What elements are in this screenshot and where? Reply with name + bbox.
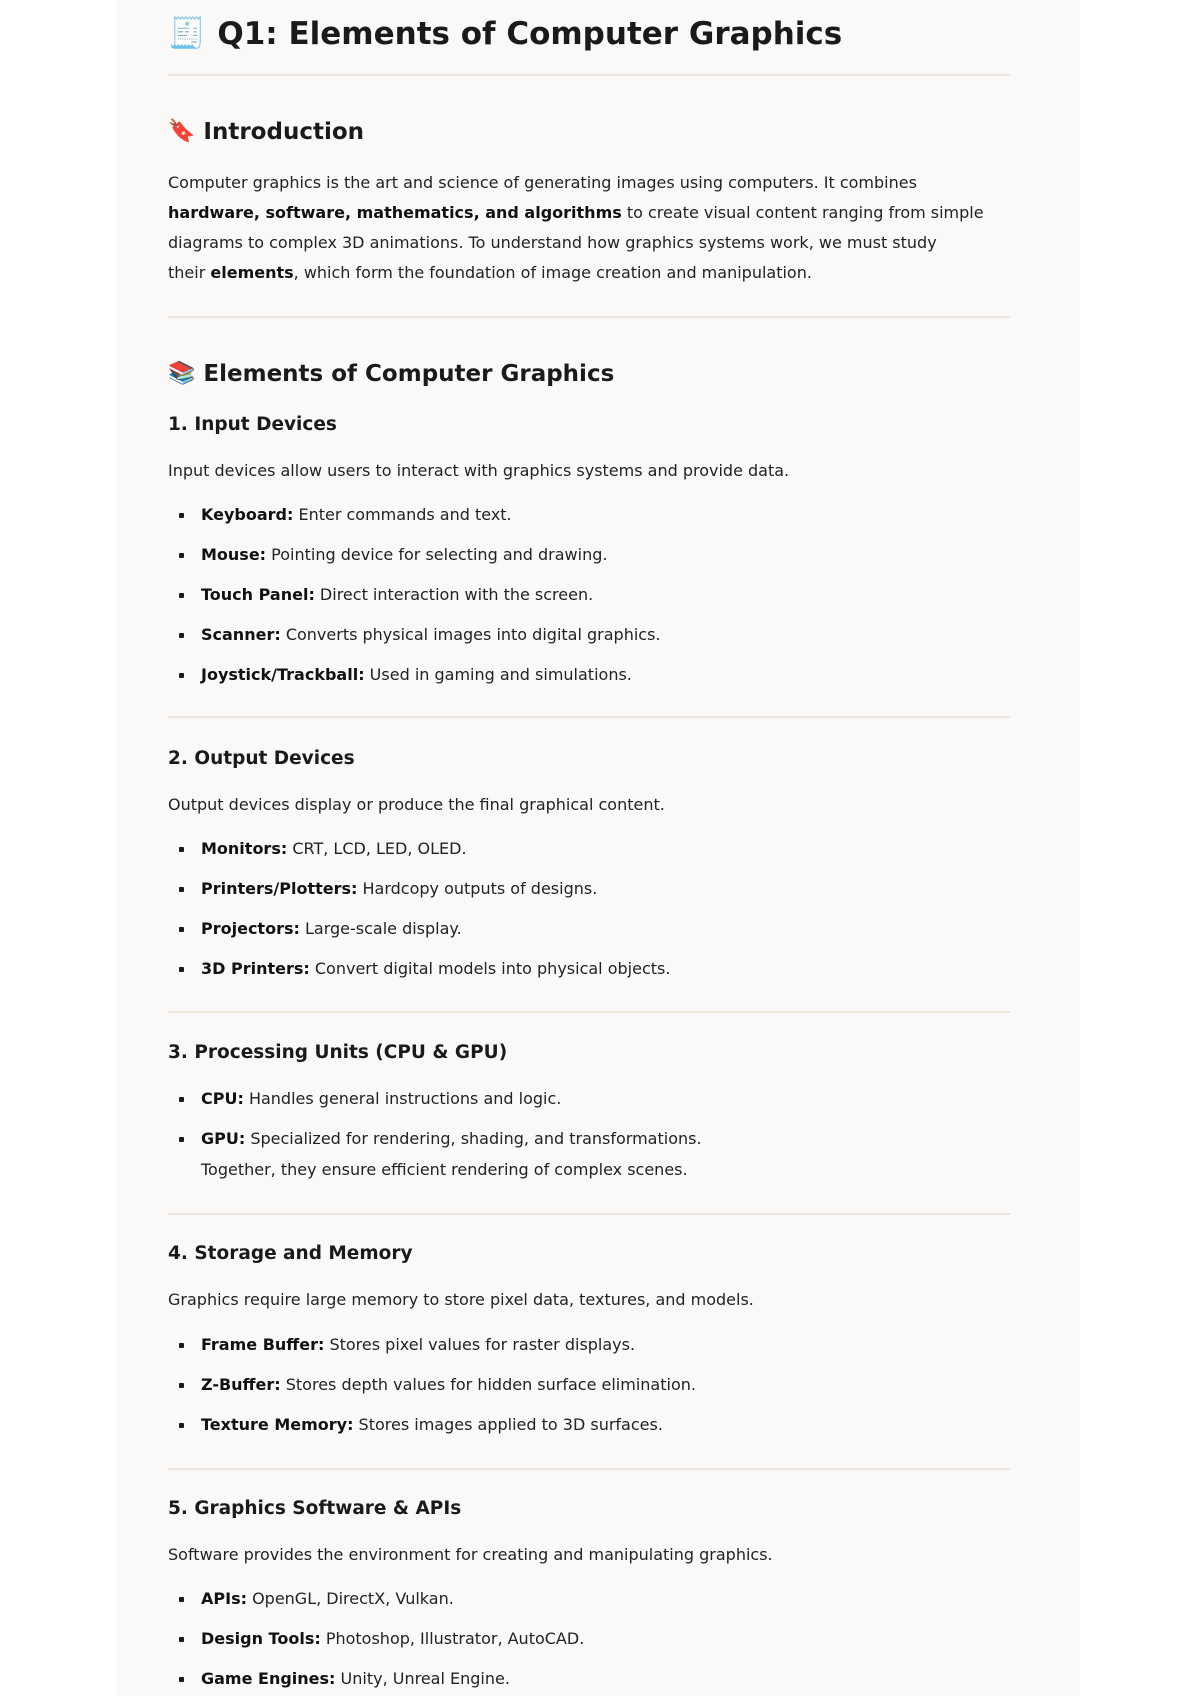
item-text: Hardcopy outputs of designs. <box>357 879 598 898</box>
item-label: Game Engines: <box>201 1669 336 1688</box>
intro-heading <box>168 116 1010 148</box>
storage-memory-list <box>168 1330 1010 1440</box>
list-item <box>168 1410 1010 1440</box>
item-label: APIs: <box>201 1589 247 1608</box>
divider <box>168 1213 1010 1215</box>
bookmark-icon: 🔖 <box>168 119 196 144</box>
processing-note: Together, they ensure efficient rendering of complex scenes. <box>201 1160 688 1179</box>
item-text: Used in gaming and simulations. <box>364 665 632 684</box>
list-item <box>168 874 1010 904</box>
item-text: Large-scale display. <box>299 919 462 938</box>
item-label: Joystick/Trackball: <box>201 665 365 684</box>
list-item <box>168 1084 1010 1114</box>
item-label: Scanner: <box>201 625 281 644</box>
list-item <box>168 1330 1010 1360</box>
item-text: Stores depth values for hidden surface elimination. <box>280 1375 696 1394</box>
processing-units-list <box>168 1084 1010 1154</box>
list-item <box>168 1624 1010 1654</box>
intro-line-4 <box>168 258 1010 288</box>
list-item <box>168 834 1010 864</box>
list-item <box>168 914 1010 944</box>
item-label: Frame Buffer: <box>201 1335 325 1354</box>
item-label: Z-Buffer: <box>201 1375 281 1394</box>
intro-paragraph <box>168 168 1010 288</box>
item-label: Mouse: <box>201 545 267 564</box>
section-desc: Graphics require large memory to store pixel data, textures, and models. <box>168 1290 754 1309</box>
input-devices-list <box>168 500 1010 690</box>
receipt-icon: 🧾 <box>168 16 206 51</box>
list-item <box>168 500 1010 530</box>
item-text: OpenGL, DirectX, Vulkan. <box>246 1589 454 1608</box>
section-title-processing-units: 3. Processing Units (CPU & GPU) <box>168 1042 508 1063</box>
list-item <box>168 1664 1010 1694</box>
item-text: Direct interaction with the screen. <box>314 585 594 604</box>
elements-heading <box>168 358 1010 390</box>
intro-line-1: Computer graphics is the art and science of generating images using computers. It combines <box>168 173 917 192</box>
list-item <box>168 1370 1010 1400</box>
list-item <box>168 620 1010 650</box>
page-title <box>168 0 1010 62</box>
list-item <box>168 1584 1010 1614</box>
item-text: Convert digital models into physical objects. <box>309 959 671 978</box>
item-text: Handles general instructions and logic. <box>243 1089 562 1108</box>
page-title-text: Q1: Elements of Computer Graphics <box>217 16 843 52</box>
item-label: Projectors: <box>201 919 300 938</box>
section-desc: Output devices display or produce the final graphical content. <box>168 795 665 814</box>
section-title-storage-memory: 4. Storage and Memory <box>168 1243 413 1264</box>
list-item <box>168 540 1010 570</box>
intro-heading-text: Introduction <box>203 119 365 145</box>
item-text: Converts physical images into digital graphics. <box>280 625 661 644</box>
document-page <box>116 0 1080 1696</box>
list-item <box>168 580 1010 610</box>
intro-line-2-rest: to create visual content ranging from simple <box>621 203 984 222</box>
item-label: Monitors: <box>201 839 288 858</box>
item-label: 3D Printers: <box>201 959 310 978</box>
section-title-output-devices: 2. Output Devices <box>168 748 355 769</box>
divider <box>168 1468 1010 1470</box>
intro-line-4-rest: , which form the foundation of image creation and manipulation. <box>293 263 812 282</box>
item-label: CPU: <box>201 1089 244 1108</box>
intro-line-4-start: their <box>168 263 211 282</box>
item-label: Touch Panel: <box>201 585 315 604</box>
intro-bold-elements: elements <box>210 263 294 282</box>
software-apis-list <box>168 1584 1010 1694</box>
item-text: CRT, LCD, LED, OLED. <box>287 839 467 858</box>
item-text: Specialized for rendering, shading, and transformations. <box>245 1129 702 1148</box>
intro-line-3: diagrams to complex 3D animations. To understand how graphics systems work, we must study <box>168 233 937 252</box>
section-desc: Input devices allow users to interact with graphics systems and provide data. <box>168 461 790 480</box>
list-item <box>168 1124 1010 1154</box>
divider <box>168 74 1010 76</box>
elements-heading-text: Elements of Computer Graphics <box>203 361 615 387</box>
books-icon: 📚 <box>168 361 196 386</box>
item-text: Stores images applied to 3D surfaces. <box>353 1415 663 1434</box>
intro-bold-phrase: hardware, software, mathematics, and algorithms <box>168 203 622 222</box>
item-text: Unity, Unreal Engine. <box>335 1669 510 1688</box>
item-label: Texture Memory: <box>201 1415 354 1434</box>
item-label: Design Tools: <box>201 1629 321 1648</box>
divider <box>168 1011 1010 1013</box>
section-title-software-apis: 5. Graphics Software & APIs <box>168 1498 462 1519</box>
item-text: Enter commands and text. <box>293 505 512 524</box>
list-item <box>168 660 1010 690</box>
item-label: GPU: <box>201 1129 246 1148</box>
output-devices-list <box>168 834 1010 984</box>
list-item <box>168 954 1010 984</box>
item-label: Keyboard: <box>201 505 294 524</box>
item-label: Printers/Plotters: <box>201 879 358 898</box>
divider <box>168 716 1010 718</box>
intro-line-2 <box>168 198 1010 228</box>
divider <box>168 316 1010 318</box>
item-text: Pointing device for selecting and drawing. <box>266 545 608 564</box>
section-desc: Software provides the environment for creating and manipulating graphics. <box>168 1545 773 1564</box>
item-text: Stores pixel values for raster displays. <box>324 1335 636 1354</box>
item-text: Photoshop, Illustrator, AutoCAD. <box>320 1629 585 1648</box>
section-title-input-devices: 1. Input Devices <box>168 414 337 435</box>
